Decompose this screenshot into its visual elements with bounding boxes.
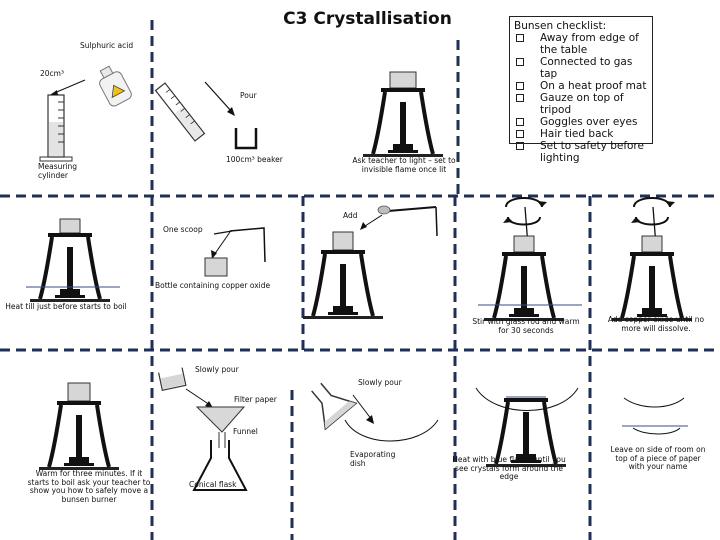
- label-evaporating-dish: Evaporating dish: [350, 450, 396, 468]
- checklist-item: Goggles over eyes: [514, 116, 648, 128]
- checklist-heading: Bunsen checklist:: [514, 20, 607, 32]
- label-slowly-pour-1: Slowly pour: [195, 365, 239, 374]
- checklist-item: Away from edge of the table: [514, 32, 648, 56]
- checkbox-icon: [516, 34, 524, 42]
- checklist-item: On a heat proof mat: [514, 80, 648, 92]
- checklist-item: Set to safety before lighting: [514, 140, 648, 164]
- label-ask-teacher: Ask teacher to light – set to invisible flame once lit: [352, 156, 456, 174]
- label-filter-paper: Filter paper: [234, 395, 277, 404]
- label-slowly-pour-2: Slowly pour: [358, 378, 402, 387]
- label-leave-on-side: Leave on side of room on top of a piece of paper with your name: [610, 445, 706, 472]
- checkbox-icon: [516, 142, 524, 150]
- label-conical-flask: Conical flask: [189, 480, 237, 489]
- checkbox-icon: [516, 130, 524, 138]
- label-heat-blue-flame: Heat with blue flame until you see crystals form around the edge: [452, 455, 566, 482]
- label-bottle-copper-oxide: Bottle containing copper oxide: [155, 281, 271, 290]
- label-sulphuric-acid: Sulphuric acid: [80, 41, 134, 50]
- label-funnel: Funnel: [233, 427, 258, 436]
- label-volume: 20cm³: [40, 69, 64, 78]
- label-pour: Pour: [240, 91, 257, 100]
- page-title: C3 Crystallisation: [283, 9, 452, 29]
- bunsen-checklist: [509, 16, 653, 164]
- checkbox-icon: [516, 118, 524, 126]
- label-measuring-cylinder: Measuring cylinder: [38, 162, 78, 180]
- checklist-item: Gauze on top of tripod: [514, 92, 648, 116]
- checkbox-icon: [516, 58, 524, 66]
- label-warm-three-minutes: Warm for three minutes. If it starts to boil ask your teacher to show you how to safely move a bunsen burner: [27, 469, 151, 504]
- checkbox-icon: [516, 82, 524, 90]
- label-heat-till: Heat till just before starts to boil: [5, 302, 127, 311]
- label-stir: Stir with glass rod and warm for 30 seconds: [472, 317, 580, 335]
- label-one-scoop: One scoop: [163, 225, 203, 234]
- label-add-copper-oxide: Add copper oxide until no more will dissolve.: [607, 315, 705, 333]
- label-beaker: 100cm³ beaker: [226, 155, 283, 164]
- label-add: Add: [343, 211, 358, 220]
- checklist-item: Hair tied back: [514, 128, 648, 140]
- checkbox-icon: [516, 94, 524, 102]
- checklist-item: Connected to gas tap: [514, 56, 648, 80]
